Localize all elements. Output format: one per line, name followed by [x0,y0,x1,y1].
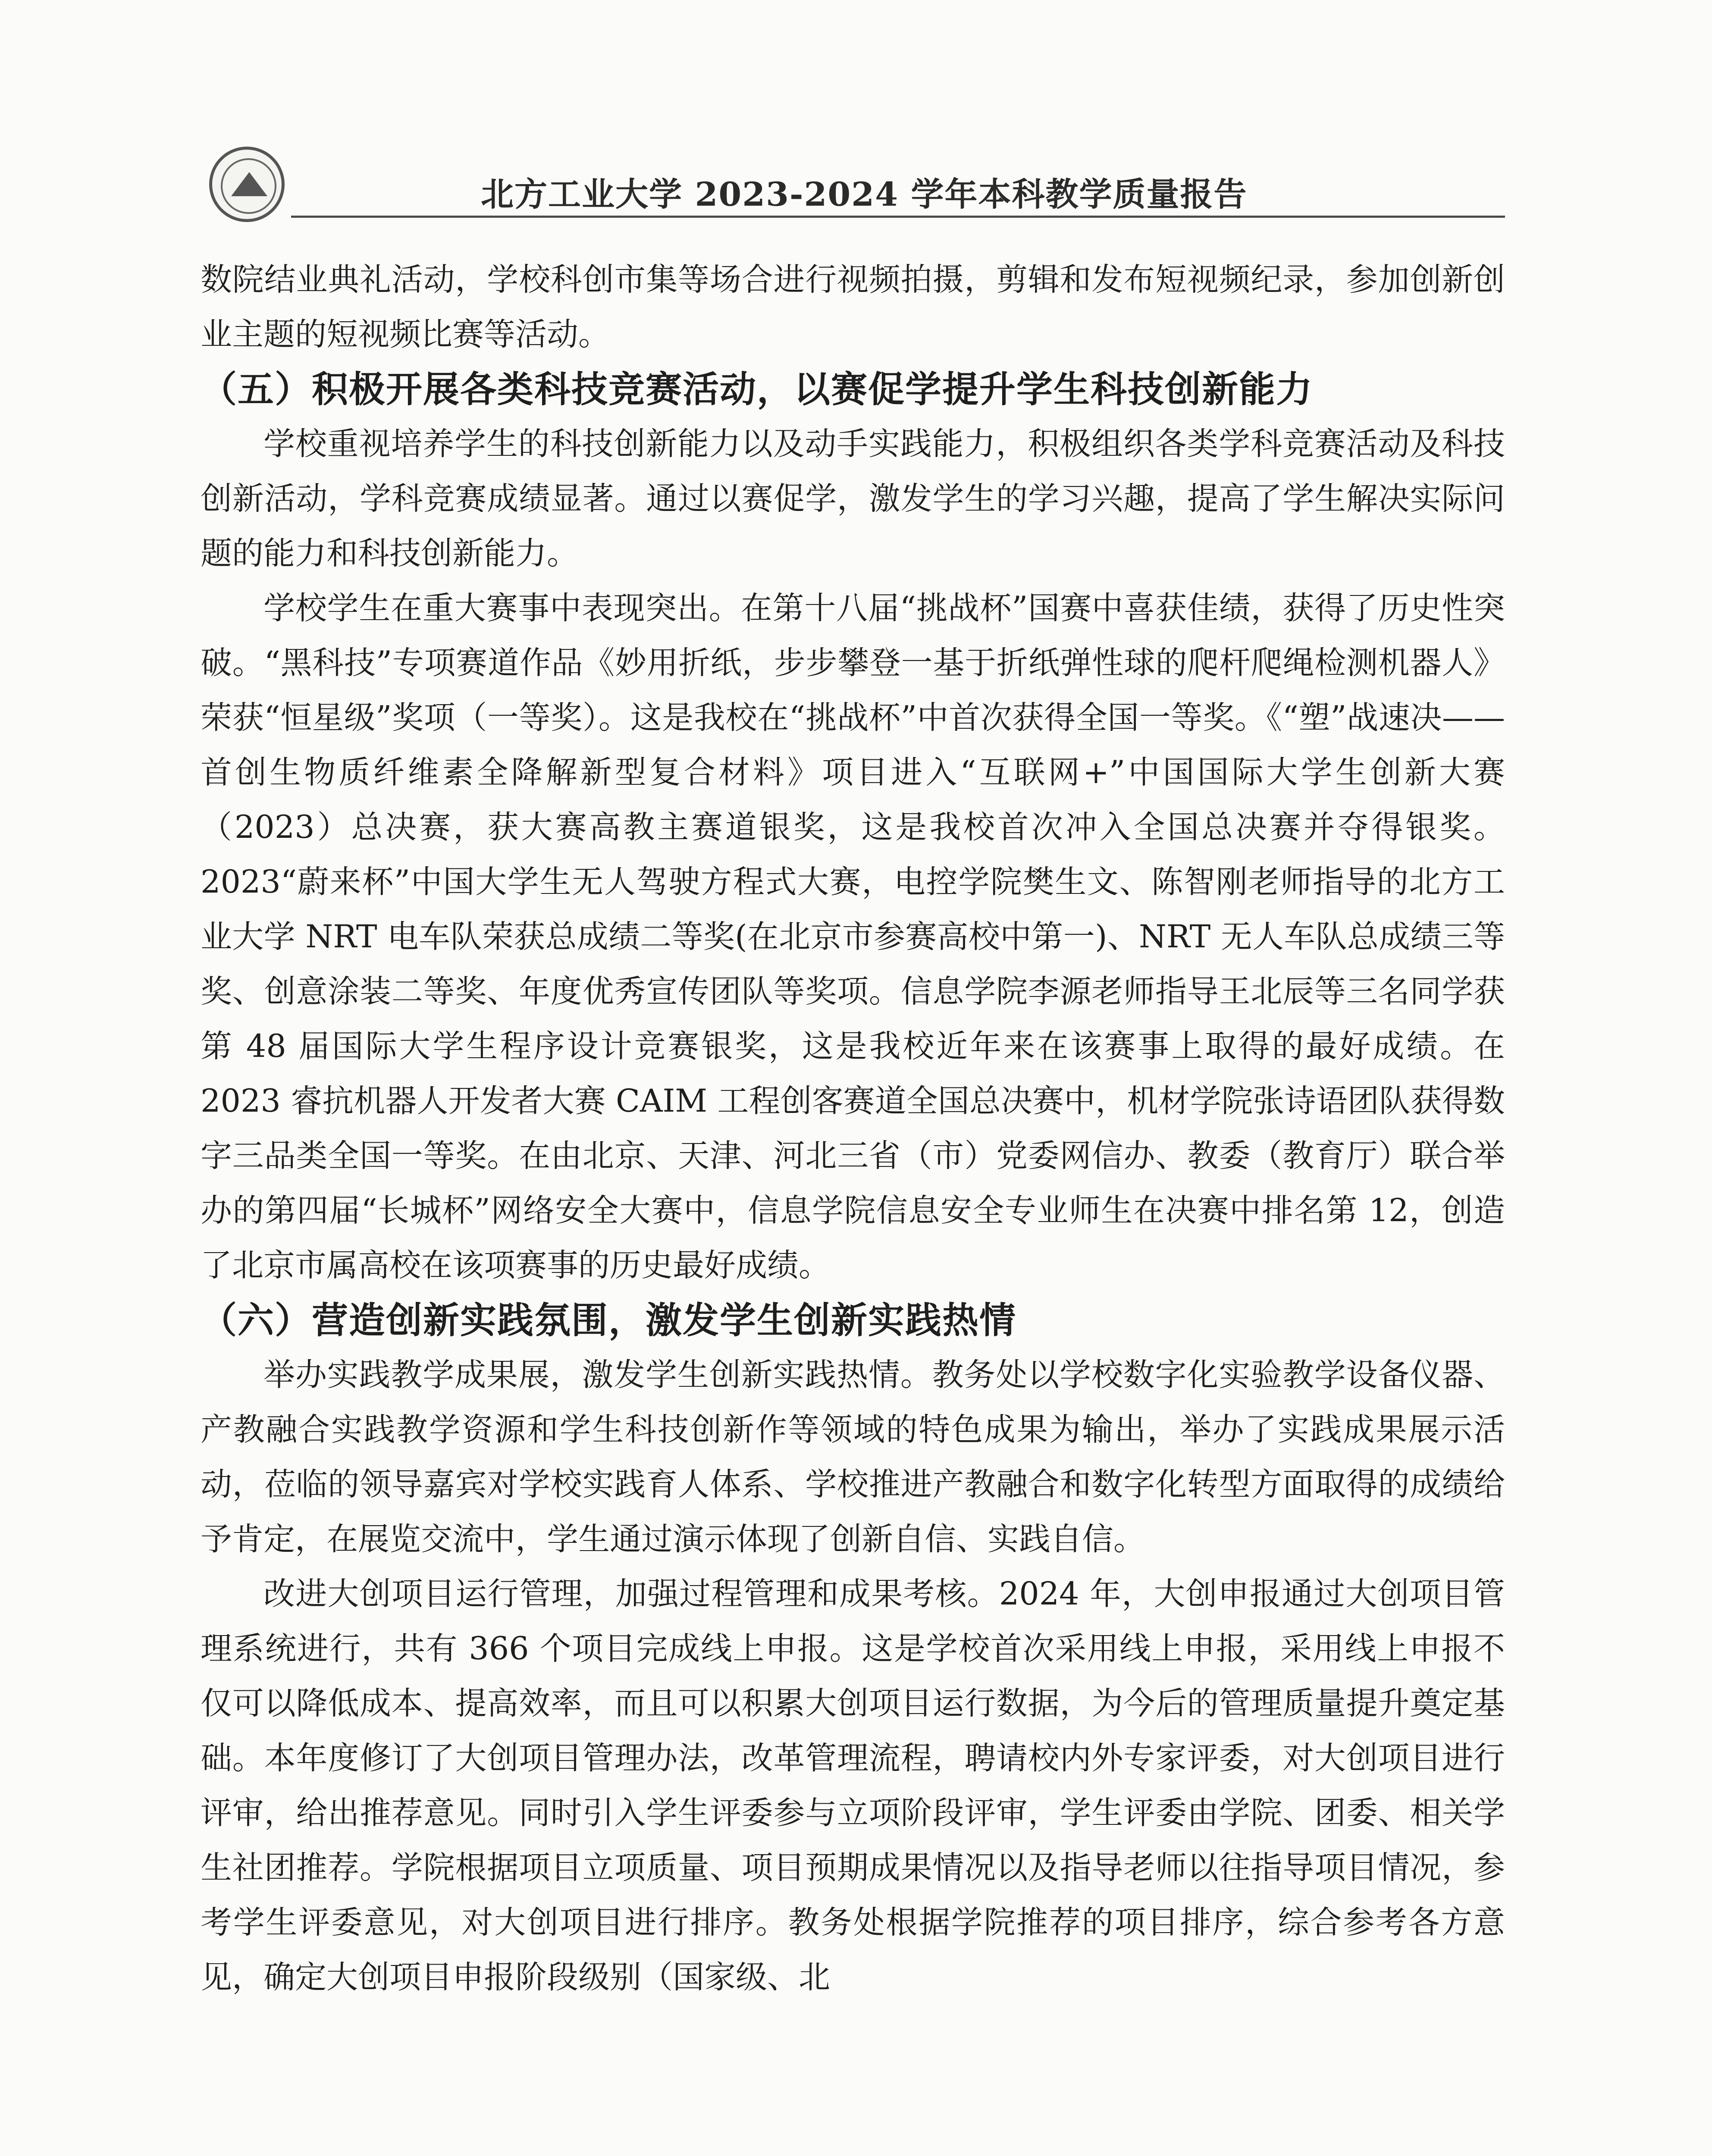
section-6-paragraph-2: 改进大创项目运行管理，加强过程管理和成果考核。2024 年，大创申报通过大创项目管理系统进行，共有 366 个项目完成线上申报。这是学校首次采用线上申报，采用线上申报不仅可以降低成本、提高效率，而且可以积累大创项目运行数据，为今后的管理质量提升奠定基础。本年度修订了大创项目管理办法，改革管理流程，聘请校内外专家评委，对大创项目进行评审，给出推荐意见。同时引入学生评委参与立项阶段评审，学生评委由学院、团委、相关学生社团推荐。学院根据项目立项质量、项目预期成果情况以及指导老师以往指导项目情况，参考学生评委意见，对大创项目进行排序。教务处根据学院推荐的项目排序，综合参考各方意见，确定大创项目申报阶段级别（国家级、北 [201,1576,1505,1996]
section-5-paragraph-1: 学校重视培养学生的科技创新能力以及动手实践能力，积极组织各类学科竞赛活动及科技创新活动，学科竞赛成绩显著。通过以赛促学，激发学生的学习兴趣，提高了学生解决实际问题的能力和科技创新能力。 [201,426,1505,572]
logo-mountain [231,172,267,196]
page-body [201,252,1505,2005]
section-5-paragraph-2: 学校学生在重大赛事中表现突出。在第十八届“挑战杯”国赛中喜获佳绩，获得了历史性突破。“黑科技”专项赛道作品《妙用折纸，步步攀登一基于折纸弹性球的爬杆爬绳检测机器人》荣获“恒星级”奖项（一等奖）。这是我校在“挑战杯”中首次获得全国一等奖。《“塑”战速决——首创生物质纤维素全降解新型复合材料》项目进入“互联网+”中国国际大学生创新大赛（2023）总决赛，获大赛高教主赛道银奖，这是我校首次冲入全国总决赛并夺得银奖。2023“蔚来杯”中国大学生无人驾驶方程式大赛，电控学院樊生文、陈智刚老师指导的北方工业大学 NRT 电车队荣获总成绩二等奖(在北京市参赛高校中第一)、NRT 无人车队总成绩三等奖、创意涂装二等奖、年度优秀宣传团队等奖项。信息学院李源老师指导王北辰等三名同学获第 48 届国际大学生程序设计竞赛银奖，这是我校近年来在该赛事上取得的最好成绩。在 2023 睿抗机器人开发者大赛 CAIM 工程创客赛道全国总决赛中，机材学院张诗语团队获得数字三品类全国一等奖。在由北京、天津、河北三省（市）党委网信办、教委（教育厅）联合举办的第四届“长城杯”网络安全大赛中，信息学院信息安全专业师生在决赛中排名第 12，创造了北京市属高校在该项赛事的历史最好成绩。 [201,590,1505,1284]
section-6-paragraph-1: 举办实践教学成果展，激发学生创新实践热情。教务处以学校数字化实验教学设备仪器、产教融合实践教学资源和学生科技创新作等领域的特色成果为输出，举办了实践成果展示活动，莅临的领导嘉宾对学校实践育人体系、学校推进产教融合和数字化转型方面取得的成绩给予肯定，在展览交流中，学生通过演示体现了创新自信、实践自信。 [201,1357,1505,1557]
university-logo-icon [209,147,285,222]
report-header-title: 北方工业大学 2023-2024 学年本科教学质量报告 [481,175,1248,213]
header-divider [291,216,1505,218]
continuation-paragraph: 数院结业典礼活动，学校科创市集等场合进行视频拍摄，剪辑和发布短视频纪录，参加创新创业主题的短视频比赛等活动。 [201,261,1505,353]
page-header [201,129,1505,222]
section-6-heading: （六）营造创新实践氛围，激发学生创新实践热情 [201,1299,1017,1341]
section-5-heading: （五）积极开展各类科技竞赛活动，以赛促学提升学生科技创新能力 [201,368,1314,411]
